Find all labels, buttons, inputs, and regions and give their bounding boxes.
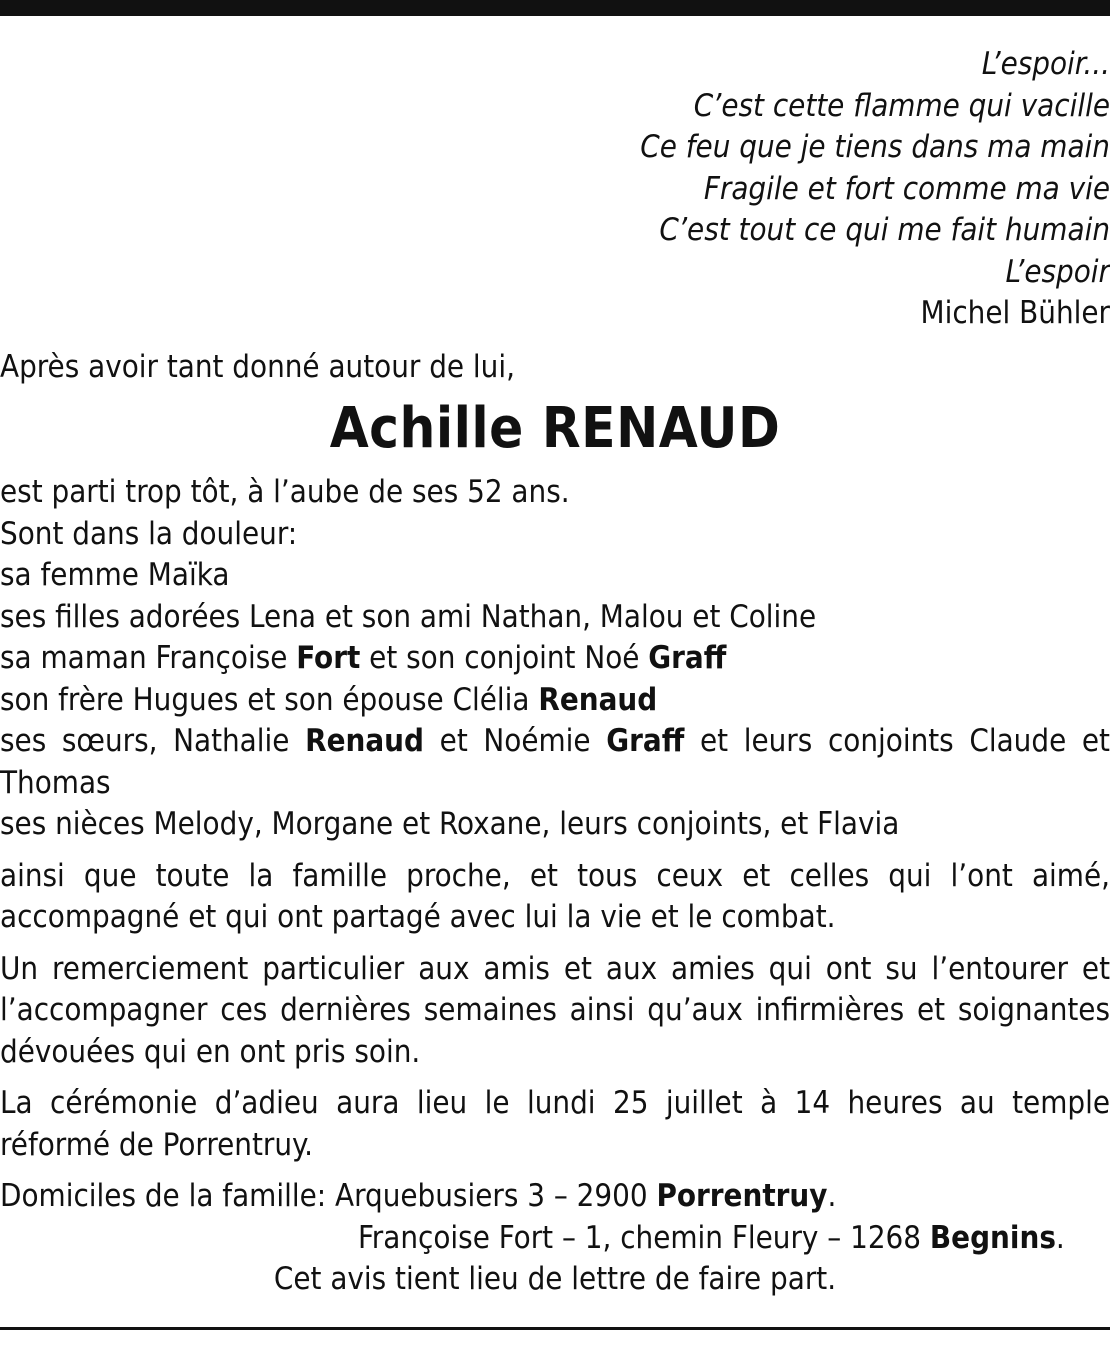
surname-bold: Renaud — [538, 681, 658, 718]
text-segment: Françoise Fort – 1, chemin Fleury – 1268 — [358, 1219, 930, 1256]
text-segment: . — [1055, 1219, 1065, 1256]
text-segment: sa maman Françoise — [0, 640, 297, 676]
notice-line: Cet avis tient lieu de lettre de faire part. — [273, 1261, 837, 1297]
text-segment: ses sœurs, Nathalie — [0, 723, 306, 759]
town-bold: Begnins — [929, 1219, 1056, 1256]
poem-line: Fragile et fort comme ma vie — [703, 170, 1110, 207]
poem-author: Michel Bühler — [920, 295, 1110, 331]
mourner-brother — [0, 680, 1110, 722]
deceased-name: Achille RENAUD — [329, 396, 781, 461]
poem-line: Ce feu que je tiens dans ma main — [640, 129, 1110, 165]
obituary-notice — [0, 44, 1110, 1301]
mourner-nieces: ses nièces Melody, Morgane et Roxane, leurs conjoints, et Flavia — [0, 806, 900, 842]
domicile-line-1 — [0, 1176, 1110, 1218]
age-line: est parti trop tôt, à l’aube de ses 52 ans. — [0, 474, 570, 510]
poem-line: L’espoir — [1005, 253, 1110, 290]
bottom-rule — [0, 1327, 1110, 1330]
town-bold: Porrentruy — [656, 1178, 828, 1214]
text-segment: et leurs conjoints Claude et Thomas — [0, 723, 1110, 801]
text-segment: . — [827, 1178, 837, 1214]
family-paragraph: ainsi que toute la famille proche, et tous ceux et celles qui l’ont aimé, accompagné et qui ont partagé avec lui la vie et le combat. — [0, 857, 1110, 935]
poem-epigraph — [0, 44, 1110, 335]
text-segment: et son conjoint Noé — [360, 640, 649, 676]
domicile-line-2 — [0, 1218, 1110, 1260]
text-segment: et Noémie — [424, 723, 607, 759]
top-rule — [0, 0, 1110, 16]
surname-bold: Fort — [296, 640, 361, 676]
text-segment: son frère Hugues et son épouse Clélia — [0, 681, 539, 718]
mourner-mother — [0, 638, 1110, 680]
mourner-daughters: ses filles adorées Lena et son ami Nathan, Malou et Coline — [0, 598, 817, 635]
mourners-heading: Sont dans la douleur: — [0, 515, 298, 552]
surname-bold: Renaud — [305, 723, 424, 759]
mourner-sisters — [0, 721, 1110, 804]
ceremony-paragraph: La cérémonie d’adieu aura lieu le lundi 25 juillet à 14 heures au temple réformé de Porrentruy. — [0, 1085, 1110, 1163]
poem-line: L’espoir... — [981, 46, 1110, 82]
surname-bold: Graff — [606, 723, 685, 759]
thanks-paragraph: Un remerciement particulier aux amis et aux amies qui ont su l’entourer et l’accompagner ces dernières semaines ainsi qu’aux infirmières et soignantes dévouées qui en ont pris soin. — [0, 950, 1110, 1070]
mourner-wife: sa femme Maïka — [0, 557, 230, 593]
intro-line: Après avoir tant donné autour de lui, — [0, 348, 515, 385]
surname-bold: Graff — [648, 640, 727, 676]
poem-line: C’est tout ce qui me fait humain — [659, 212, 1110, 248]
text-segment: Domiciles de la famille: Arquebusiers 3 – 2900 — [0, 1178, 657, 1214]
poem-line: C’est cette flamme qui vacille — [693, 87, 1110, 124]
